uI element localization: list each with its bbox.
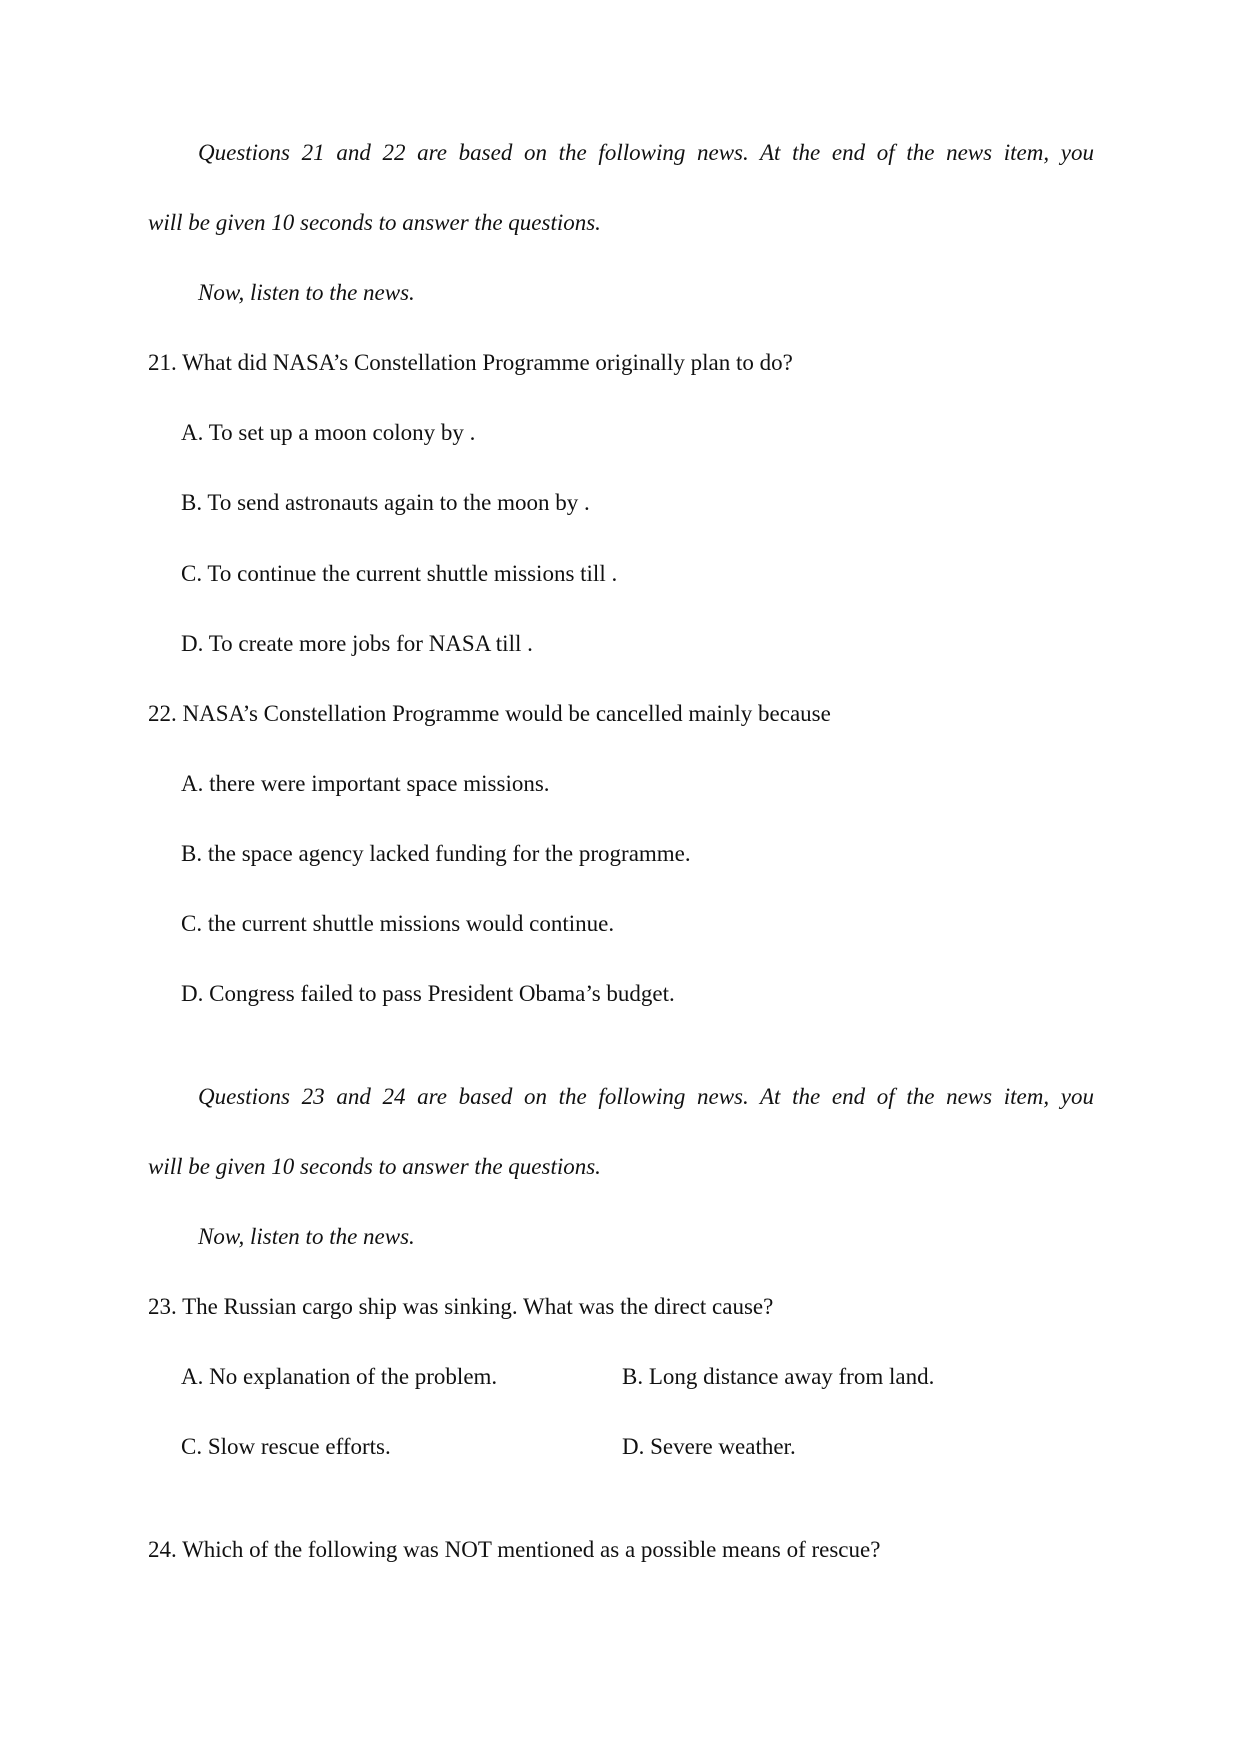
question-21-option-b: B. To send astronauts again to the moon by . bbox=[181, 490, 590, 515]
section2-instructions-line1: Questions 23 and 24 are based on the following news. At the end of the news item, you bbox=[198, 1084, 1094, 1109]
question-21-option-c: C. To continue the current shuttle missions till . bbox=[181, 561, 618, 586]
question-22-option-d: D. Congress failed to pass President Obama’s budget. bbox=[181, 981, 675, 1006]
question-24-stem: 24. Which of the following was NOT mentioned as a possible means of rescue? bbox=[148, 1537, 881, 1562]
question-23-option-a: A. No explanation of the problem. bbox=[181, 1364, 498, 1389]
section2-listen-prompt: Now, listen to the news. bbox=[198, 1224, 415, 1249]
question-22-option-a: A. there were important space missions. bbox=[181, 771, 550, 796]
question-22-option-c: C. the current shuttle missions would continue. bbox=[181, 911, 615, 936]
section2-instructions-line2: will be given 10 seconds to answer the questions. bbox=[148, 1154, 601, 1179]
question-21-option-a: A. To set up a moon colony by . bbox=[181, 420, 476, 445]
question-23-stem: 23. The Russian cargo ship was sinking. What was the direct cause? bbox=[148, 1294, 774, 1319]
question-22-stem: 22. NASA’s Constellation Programme would be cancelled mainly because bbox=[148, 701, 831, 726]
question-23-option-c: C. Slow rescue efforts. bbox=[181, 1434, 391, 1459]
question-23-option-b: B. Long distance away from land. bbox=[622, 1364, 935, 1389]
question-21-option-d: D. To create more jobs for NASA till . bbox=[181, 631, 533, 656]
section1-instructions-line2: will be given 10 seconds to answer the questions. bbox=[148, 210, 601, 235]
section1-listen-prompt: Now, listen to the news. bbox=[198, 280, 415, 305]
question-23-option-d: D. Severe weather. bbox=[622, 1434, 796, 1459]
section1-instructions-line1: Questions 21 and 22 are based on the following news. At the end of the news item, you bbox=[198, 140, 1094, 165]
question-22-option-b: B. the space agency lacked funding for the programme. bbox=[181, 841, 691, 866]
question-21-stem: 21. What did NASA’s Constellation Programme originally plan to do? bbox=[148, 350, 793, 375]
